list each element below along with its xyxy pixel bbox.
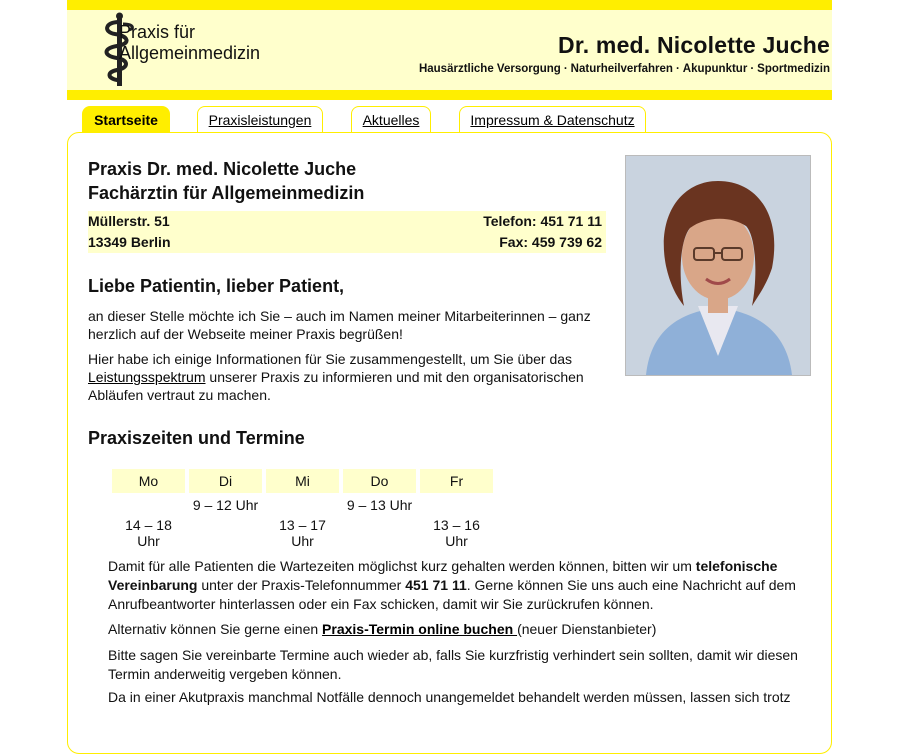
day-header: Fr	[420, 469, 493, 493]
hours-cell: 9 – 12 Uhr	[192, 496, 259, 513]
day-header: Di	[189, 469, 262, 493]
logo-line-1: Praxis für	[119, 22, 196, 42]
service-item: Sportmedizin	[757, 63, 830, 75]
hours-table	[108, 469, 497, 550]
day-header: Do	[343, 469, 416, 493]
title-line-1: Praxis Dr. med. Nicolette Juche	[88, 159, 357, 179]
para1-text-e: . Gerne können Sie uns auch eine Nachricht auf dem Anrufbeantworter hinterlassen oder ein Fax schicken, damit wir Sie zurückrufen können.	[108, 577, 796, 612]
hours-cell	[420, 493, 493, 516]
day-header: Mi	[266, 469, 339, 493]
main-content	[67, 132, 832, 754]
tab-praxisleistungen[interactable]: Praxisleistungen	[197, 106, 323, 133]
title-line-2: Fachärztin für Allgemeinmedizin	[88, 183, 365, 203]
hours-cell	[112, 493, 185, 516]
online-booking-paragraph	[108, 620, 808, 639]
intro2-text-a: Hier habe ich einige Informationen für Sie zusammengestellt, um Sie über das	[88, 351, 573, 367]
hours-cell	[189, 516, 262, 550]
tab-aktuelles[interactable]: Aktuelles	[351, 106, 431, 133]
nav-tabs	[0, 106, 900, 134]
hours-cell: 13 – 17 Uhr	[279, 517, 326, 549]
para2-text-b: (neuer Dienstanbieter)	[517, 621, 657, 637]
separator: ·	[750, 63, 755, 75]
para1-bold-b: telefonische Vereinbarung	[108, 558, 778, 593]
hours-cell	[266, 493, 339, 516]
header-bottom-bar	[67, 90, 832, 100]
header-top-bar	[67, 0, 832, 10]
address-street: Müllerstr. 51	[88, 213, 170, 229]
tab-impressum[interactable]: Impressum & Datenschutz	[459, 106, 646, 133]
service-item: Hausärztliche Versorgung	[418, 63, 561, 75]
hours-cell: 14 – 18 Uhr	[125, 517, 172, 549]
address-phone: Telefon: 451 71 11	[483, 213, 602, 229]
address-city: 13349 Berlin	[88, 234, 171, 250]
cancel-paragraph: Bitte sagen Sie vereinbarte Termine auch wieder ab, falls Sie kurzfristig verhindert sein sollten, damit wir diesen Termin anderweitig vergeben können.	[108, 647, 798, 682]
para1-text-c: unter der Praxis-Telefonnummer	[197, 577, 406, 593]
doctor-name: Dr. med. Nicolette Juche	[558, 32, 830, 58]
hours-cell: 13 – 16 Uhr	[433, 517, 480, 549]
separator: ·	[563, 63, 568, 75]
intro-paragraph-1: an dieser Stelle möchte ich Sie – auch im Namen meiner Mitarbeiterinnen – ganz herzlich auf der Webseite meiner Praxis begrüßen!	[88, 308, 591, 342]
separator: ·	[675, 63, 680, 75]
logo-text	[119, 22, 260, 64]
address-fax: Fax: 459 739 62	[499, 234, 602, 250]
service-item: Naturheilverfahren	[570, 63, 673, 75]
tab-startseite[interactable]: Startseite	[82, 106, 170, 133]
service-item: Akupunktur	[682, 63, 748, 75]
leistungsspektrum-link[interactable]: Leistungsspektrum	[88, 369, 206, 385]
appointment-paragraph	[108, 557, 808, 614]
doctor-photo	[625, 155, 811, 376]
portrait-image	[626, 156, 810, 375]
hours-heading: Praxiszeiten und Termine	[88, 428, 305, 448]
logo-line-2: Allgemeinmedizin	[119, 43, 261, 63]
intro2-text-b: unserer Praxis zu informieren und mit den organisatorischen Abläufen vertraut zu machen.	[88, 369, 584, 403]
address-box	[88, 211, 606, 253]
emergency-paragraph: Da in einer Akutpraxis manchmal Notfälle dennoch unangemeldet behandelt werden müssen, lassen sich trotz	[108, 689, 791, 705]
hours-cell: 9 – 13 Uhr	[346, 496, 413, 513]
page-title	[88, 157, 364, 205]
site-header	[67, 10, 832, 90]
online-booking-link[interactable]: Praxis-Termin online buchen	[322, 621, 518, 637]
services-line	[419, 63, 830, 75]
para1-text-a: Damit für alle Patienten die Wartezeiten möglichst kurz gehalten werden können, bitten wir um	[108, 558, 696, 574]
intro-paragraph-2	[88, 350, 608, 404]
day-header: Mo	[112, 469, 185, 493]
hours-cell	[343, 516, 416, 550]
para2-text-a: Alternativ können Sie gerne einen	[108, 621, 323, 637]
phone-number: 451 71 11	[405, 577, 467, 593]
greeting-heading: Liebe Patientin, lieber Patient,	[88, 276, 345, 296]
